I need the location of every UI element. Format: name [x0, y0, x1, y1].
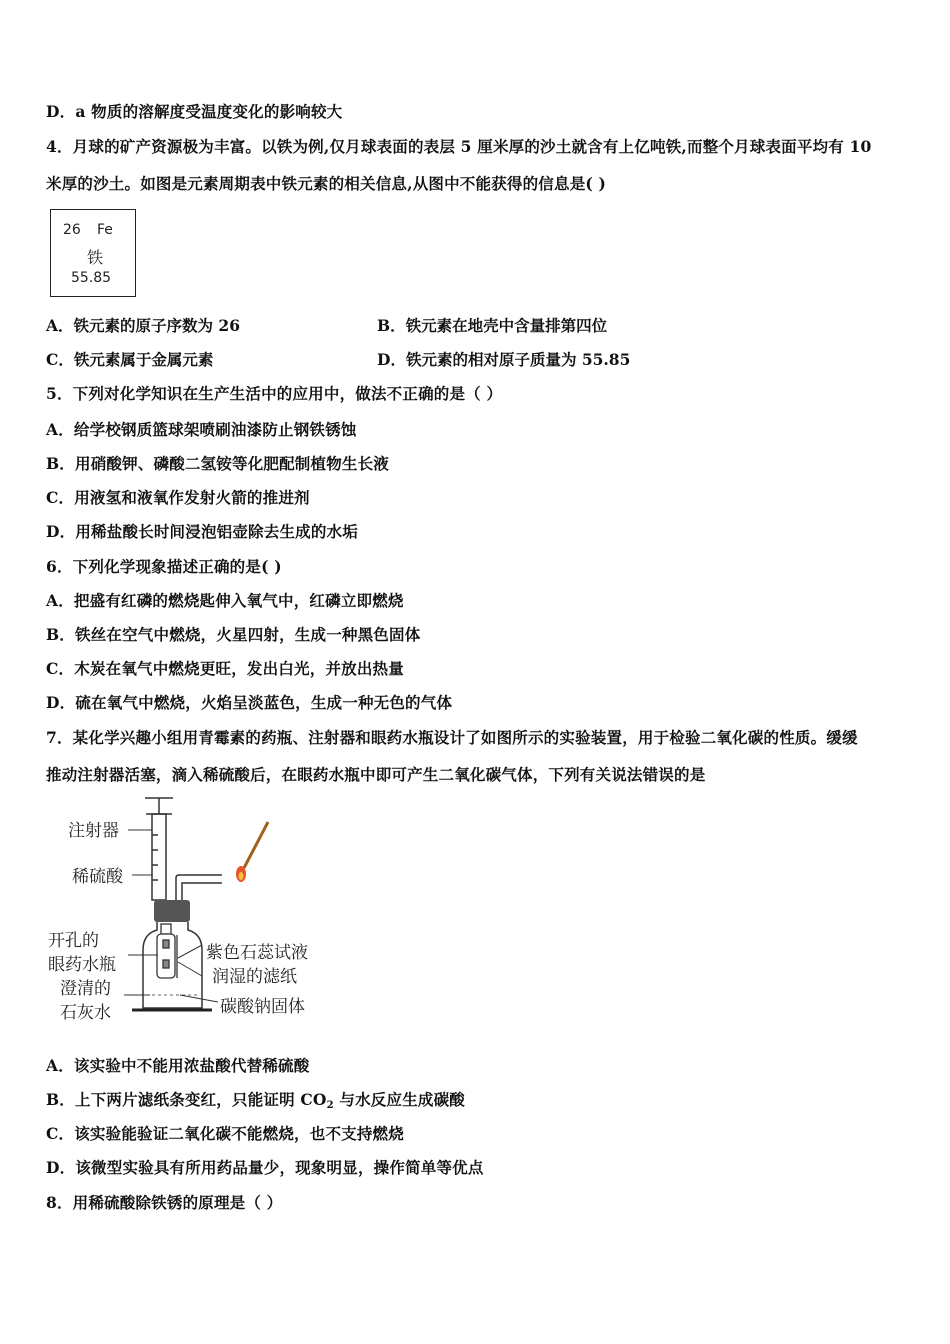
q7-stem-line2: 推动注射器活塞，滴入稀硫酸后，在眼药水瓶中即可产生二氧化碳气体，下列有关说法错误的是 — [46, 765, 706, 784]
element-symbol: Fe — [97, 222, 113, 238]
limewater-label-line2: 石灰水 — [60, 1003, 111, 1023]
q6-option-c: C．木炭在氧气中燃烧更旺，发出白光，并放出热量 — [46, 659, 404, 678]
bottle-label-line2: 眼药水瓶 — [48, 955, 116, 975]
q5-option-b: B．用硝酸钾、磷酸二氢铵等化肥配制植物生长液 — [46, 454, 390, 473]
q4-option-c: C．铁元素属于金属元素 — [46, 350, 214, 369]
q5-option-d: D．用稀盐酸长时间浸泡铝壶除去生成的水垢 — [46, 522, 358, 541]
eyedrop-bottle-icon — [157, 924, 175, 978]
sodium-carbonate-label: 碳酸钠固体 — [220, 997, 305, 1017]
q7-option-b-sub: 2 — [326, 1100, 334, 1111]
q7-stem-line1: 7．某化学兴趣小组用青霉素的药瓶、注射器和眼药水瓶设计了如图所示的实验装置，用于检验二氧化碳的性质。缓缓 — [46, 728, 858, 747]
q7-option-b-post: 与水反应生成碳酸 — [333, 1090, 466, 1109]
q7-option-b — [46, 1090, 465, 1116]
q4-stem-line2: 米厚的沙土。如图是元素周期表中铁元素的相关信息,从图中不能获得的信息是( ) — [46, 174, 607, 193]
q4-stem-line1: 4．月球的矿产资源极为丰富。以铁为例,仅月球表面的表层 5 厘米厚的沙土就含有上亿吨铁,而整个月球表面平均有 10 — [46, 137, 872, 156]
atomic-mass: 55.85 — [71, 270, 112, 286]
q5-option-c: C．用液氢和液氧作发射火箭的推进剂 — [46, 488, 310, 507]
q4-option-b: B．铁元素在地壳中含量排第四位 — [377, 316, 608, 335]
q6-stem: 6．下列化学现象描述正确的是( ) — [46, 557, 282, 576]
q6-option-a: A．把盛有红磷的燃烧匙伸入氧气中，红磷立即燃烧 — [46, 591, 404, 610]
q8-stem: 8．用稀硫酸除铁锈的原理是（ ） — [46, 1193, 283, 1212]
q6-option-b: B．铁丝在空气中燃烧，火星四射，生成一种黑色固体 — [46, 625, 421, 644]
q5-stem: 5．下列对化学知识在生产生活中的应用中，做法不正确的是（ ） — [46, 384, 503, 403]
q7-option-a: A．该实验中不能用浓盐酸代替稀硫酸 — [46, 1056, 310, 1075]
element-name: 铁 — [87, 248, 104, 267]
rubber-stopper — [154, 900, 190, 922]
co2-apparatus-diagram — [40, 790, 340, 1030]
q4-option-a: A．铁元素的原子序数为 26 — [46, 316, 240, 335]
delivery-tube — [176, 875, 222, 900]
burning-match-icon — [236, 822, 268, 882]
q4-option-d: D．铁元素的相对原子质量为 55.85 — [377, 350, 631, 369]
litmus-label-line1: 紫色石蕊试液 — [206, 943, 308, 963]
atomic-number: 26 — [63, 222, 81, 238]
q7-option-d: D．该微型实验具有所用药品量少，现象明显，操作简单等优点 — [46, 1158, 484, 1177]
bottle-label-line1: 开孔的 — [48, 931, 99, 951]
q6-option-d: D．硫在氧气中燃烧，火焰呈淡蓝色，生成一种无色的气体 — [46, 693, 453, 712]
q7-option-b-pre: B．上下两片滤纸条变红，只能证明 CO — [46, 1090, 327, 1109]
limewater-label-line1: 澄清的 — [60, 979, 111, 999]
q3-option-d: D．a 物质的溶解度受温度变化的影响较大 — [46, 102, 343, 121]
q5-option-a: A．给学校钢质篮球架喷刷油漆防止钢铁锈蚀 — [46, 420, 357, 439]
litmus-label-line2: 润湿的滤纸 — [212, 967, 297, 987]
iron-element-card — [50, 209, 136, 297]
syringe-label: 注射器 — [68, 821, 119, 841]
dilute-acid-label: 稀硫酸 — [72, 867, 123, 887]
q7-option-c: C．该实验能验证二氧化碳不能燃烧，也不支持燃烧 — [46, 1124, 404, 1143]
